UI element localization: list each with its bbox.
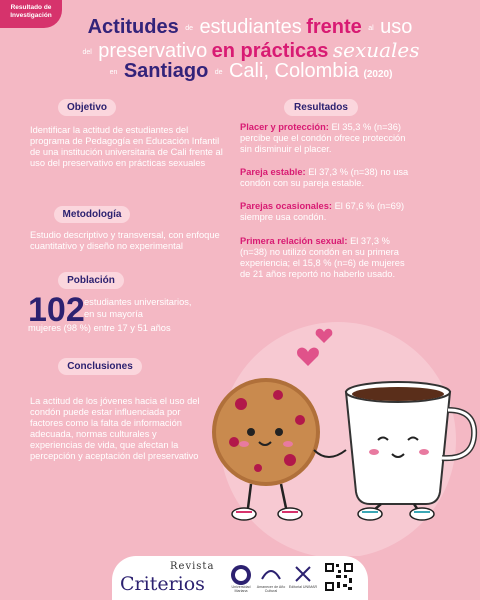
conclusiones-label: Conclusiones <box>58 358 142 375</box>
objetivo-text: Identificar la actitud de estudiantes del programa de Pedagogía en Educación Infantil de una institución universitaria de Cali frente al uso del preservativo en prácticas sexuales <box>30 125 223 168</box>
poblacion-label: Población <box>58 272 124 289</box>
poblacion-line-1: estudiantes universitarios, <box>84 297 192 307</box>
title-word-estudiantes: estudiantes <box>199 16 302 38</box>
logo-editorial: Editorial UNIMAR <box>288 585 318 589</box>
resultado-placer-text: El 35,3 % (n=36) percibe que el condón ofrece protección sin disminuir el placer. <box>240 122 406 154</box>
journal-revista: Revista <box>170 561 215 572</box>
poblacion-number: 102 <box>28 291 85 329</box>
title-word-frente: frente <box>306 16 362 38</box>
resultado-primera-relacion <box>240 236 410 280</box>
title-word-cali-colombia: Cali, Colombia <box>228 60 360 82</box>
logo-cultural: Amanecer de Año Cultural <box>256 585 286 593</box>
resultados-label: Resultados <box>284 99 358 116</box>
title-word-actitudes: Actitudes <box>87 16 179 38</box>
resultado-pareja-estable-head: Pareja estable: <box>240 167 306 177</box>
qr-code-icon[interactable] <box>324 562 354 592</box>
title-line-1 <box>50 16 450 39</box>
objetivo-label: Objetivo <box>58 99 116 116</box>
metodologia-text: Estudio descriptivo y transversal, con enfoque cuantitativo y diseño no experimental <box>30 230 220 251</box>
title-word-preservativo: preservativo <box>98 40 208 62</box>
resultado-parejas-ocasionales-text: El 67,6 % (n=69) siempre usa condón. <box>240 201 405 222</box>
metodologia-label: Metodología <box>54 206 130 223</box>
title-word-sexuales: sexuales <box>332 38 420 62</box>
poblacion-line-2: en su mayoría <box>84 309 143 319</box>
resultado-placer <box>240 122 410 155</box>
cultural-logo-icon <box>258 563 284 583</box>
poblacion-line-3: mujeres (98 %) entre 17 y 51 años <box>28 323 171 333</box>
resultado-primera-relacion-head: Primera relación sexual: <box>240 236 348 246</box>
title-word-en: en <box>109 69 118 77</box>
resultado-primera-relacion-text: El 37,3 % (n=38) no utilizó condón en su primera experiencia; el 15,8 % (n=6) de mujeres de 21 años reportó no haberlo usado. <box>240 236 405 279</box>
journal-criterios: Criterios <box>120 573 205 595</box>
conclusiones-text: La actitud de los jóvenes hacia el uso del condón puede estar influenciada por factores como la falta de información adecuada, normas culturales y experiencias de vida, que afectan la percepción y aceptación del preservativo <box>30 396 200 461</box>
title-year: (2020) <box>363 69 393 80</box>
title-word-al: al <box>368 25 374 33</box>
title-word-santiago: Santiago <box>123 60 209 82</box>
editorial-logo-icon <box>290 563 316 583</box>
tag-line-1: Resultado de <box>10 4 52 11</box>
logo-universidad-mariana: Universidad Mariana <box>231 585 251 593</box>
resultado-parejas-ocasionales-head: Parejas ocasionales: <box>240 201 332 211</box>
title-word-en-practicas: en prácticas <box>211 40 329 62</box>
resultado-parejas-ocasionales <box>240 201 420 223</box>
tag-line-2: Investigación <box>10 12 52 19</box>
title-line-3 <box>50 60 450 83</box>
title-word-uso: uso <box>380 16 413 38</box>
title-word-de: de <box>185 25 193 33</box>
cookie-and-cup-illustration <box>196 300 480 556</box>
resultado-pareja-estable <box>240 167 410 189</box>
title-word-de-2: de <box>214 69 223 77</box>
resultado-pareja-estable-text: El 37,3 % (n=38) no usa condón con su pareja estable. <box>240 167 409 188</box>
title-word-del: del <box>82 49 92 57</box>
resultado-placer-head: Placer y protección: <box>240 122 329 132</box>
